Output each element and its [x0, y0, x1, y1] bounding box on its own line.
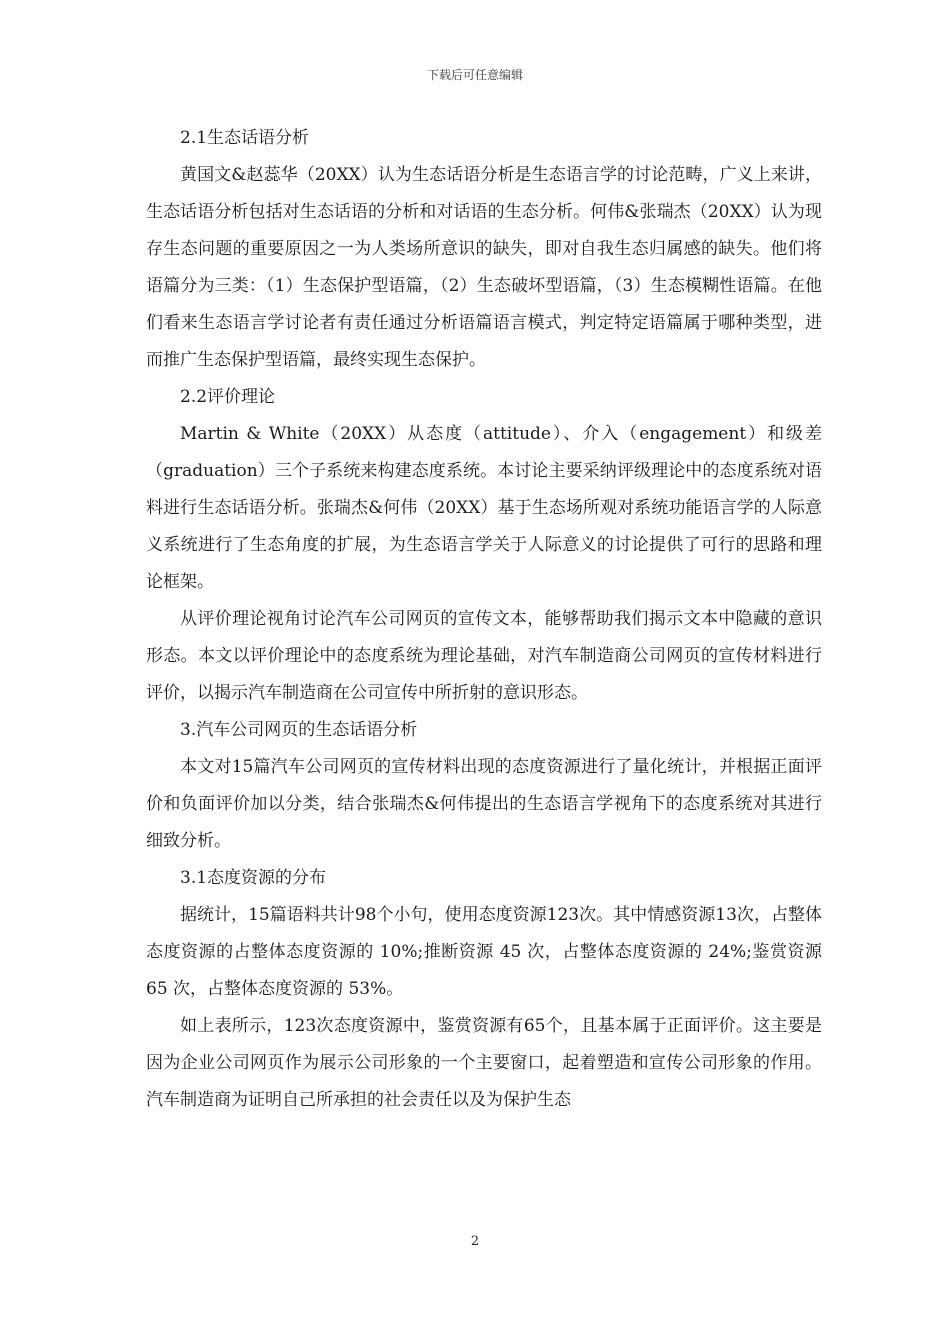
- document-body: [146, 120, 822, 1119]
- paragraph: 本文对15篇汽车公司网页的宣传材料出现的态度资源进行了量化统计，并根据正面评价和负面评价加以分类，结合张瑞杰&何伟提出的生态语言学视角下的态度系统对其进行细致分析。: [146, 757, 822, 851]
- paragraph: 从评价理论视角讨论汽车公司网页的宣传文本，能够帮助我们揭示文本中隐藏的意识形态。本文以评价理论中的态度系统为理论基础，对汽车制造商公司网页的宣传材料进行评价，以揭示汽车制造商在公司宣传中所折射的意识形态。: [146, 609, 822, 703]
- page-header: 下载后可任意编辑: [426, 68, 523, 82]
- section-heading: 2.2评价理论: [180, 387, 276, 407]
- paragraph: 黄国文&赵蕊华（20XX）认为生态话语分析是生态语言学的讨论范畴，广义上来讲，生态话语分析包括对生态话语的分析和对话语的生态分析。何伟&张瑞杰（20XX）认为现存生态问题的重要原因之一为人类场所意识的缺失，即对自我生态归属感的缺失。他们将语篇分为三类：（1）生态保护型语篇，（2）生态破坏型语篇，（3）生态模糊性语篇。在他们看来生态语言学讨论者有责任通过分析语篇语言模式，判定特定语篇属于哪种类型，进而推广生态保护型语篇，最终实现生态保护。: [146, 165, 822, 370]
- section-heading: 2.1生态话语分析: [180, 128, 310, 148]
- paragraph: 如上表所示，123次态度资源中，鉴赏资源有65个，且基本属于正面评价。这主要是因为企业公司网页作为展示公司形象的一个主要窗口，起着塑造和宣传公司形象的作用。汽车制造商为证明自己所承担的社会责任以及为保护生态: [146, 1016, 822, 1110]
- section-heading: 3.1态度资源的分布: [180, 868, 327, 888]
- page-number: 2: [470, 1234, 480, 1249]
- paragraph: 据统计，15篇语料共计98个小句，使用态度资源123次。其中情感资源13次，占整体态度资源的占整体态度资源的 10%;推断资源 45 次，占整体态度资源的 24%;鉴赏资源 65 次，占整体态度资源的 53%。: [146, 905, 822, 999]
- section-heading: 3.汽车公司网页的生态话语分析: [180, 720, 418, 740]
- paragraph: Martin & White（20XX）从态度（attitude）、介入（engagement）和级差（graduation）三个子系统来构建态度系统。本讨论主要采纳评级理论中的态度系统对语料进行生态话语分析。张瑞杰&何伟（20XX）基于生态场所观对系统功能语言学的人际意义系统进行了生态角度的扩展，为生态语言学关于人际意义的讨论提供了可行的思路和理论框架。: [146, 424, 822, 592]
